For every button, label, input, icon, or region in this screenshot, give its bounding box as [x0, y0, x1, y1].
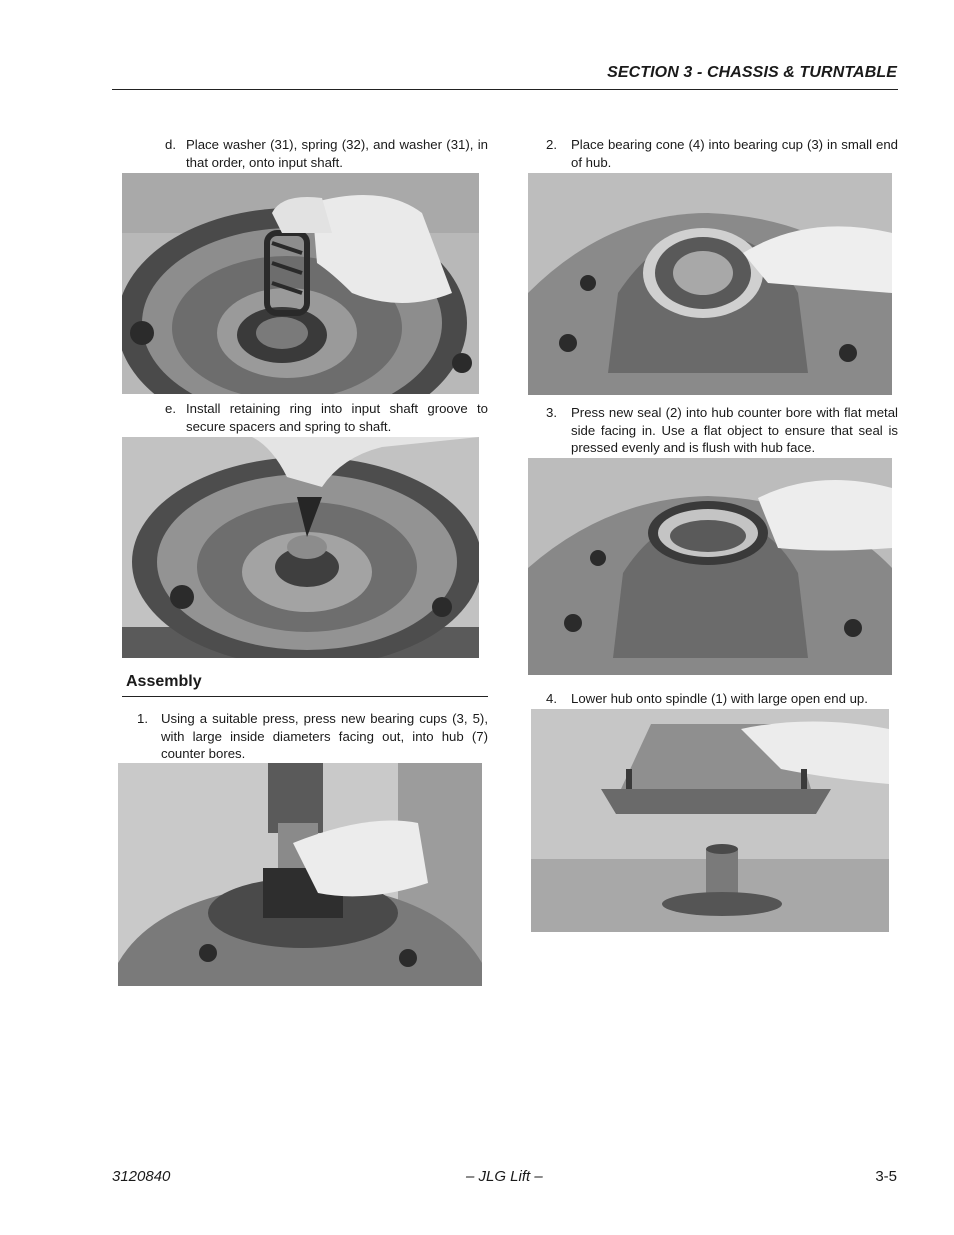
- step-3-text: Press new seal (2) into hub counter bore with flat metal side facing in. Use a flat object to ensure that seal is pressed evenly and is flush with hub face.: [571, 405, 898, 455]
- step-2-label: 2.: [546, 137, 557, 152]
- photo-press-seal: [528, 458, 892, 675]
- photo-press-bearing-cups: [118, 763, 482, 986]
- footer-page-number: 3-5: [875, 1168, 897, 1185]
- step-4-text: Lower hub onto spindle (1) with large open end up.: [571, 691, 868, 706]
- step-d: [165, 136, 488, 171]
- photo-bearing-cone: [528, 173, 892, 395]
- step-1: [137, 710, 488, 763]
- photo-hub-onto-spindle: [531, 709, 889, 932]
- step-1-text: Using a suitable press, press new bearing cups (3, 5), with large inside diameters facing out, into hub (7) counter bores.: [161, 711, 488, 761]
- step-3: [546, 404, 898, 457]
- footer-doc-number: 3120840: [112, 1168, 171, 1185]
- step-e: [165, 400, 488, 435]
- photo-spring-washers: [122, 173, 479, 394]
- assembly-heading: Assembly: [126, 673, 202, 690]
- step-d-label: d.: [165, 137, 176, 152]
- step-e-label: e.: [165, 401, 176, 416]
- step-2: [546, 136, 898, 171]
- footer-center: – JLG Lift –: [466, 1168, 543, 1185]
- step-3-label: 3.: [546, 405, 557, 420]
- header-rule: [112, 89, 898, 90]
- photo-retaining-ring: [122, 437, 479, 658]
- section-title: SECTION 3 - CHASSIS & TURNTABLE: [607, 64, 897, 81]
- step-4: [546, 690, 898, 708]
- step-1-label: 1.: [137, 711, 148, 726]
- step-e-text: Install retaining ring into input shaft groove to secure spacers and spring to shaft.: [186, 401, 488, 434]
- step-d-text: Place washer (31), spring (32), and washer (31), in that order, onto input shaft.: [186, 137, 488, 170]
- step-2-text: Place bearing cone (4) into bearing cup (3) in small end of hub.: [571, 137, 898, 170]
- step-4-label: 4.: [546, 691, 557, 706]
- assembly-heading-rule: [122, 696, 488, 697]
